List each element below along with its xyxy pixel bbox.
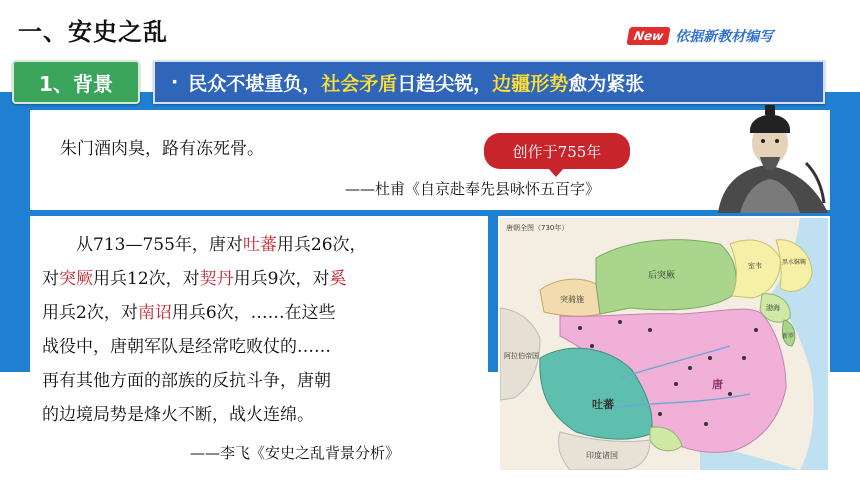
term-nanzhao: 南诏	[137, 303, 172, 323]
quote-line-2: 对突厥用兵12次，对契丹用兵9次，对奚	[42, 269, 347, 289]
du-fu-portrait-image	[710, 103, 834, 213]
tang-map-box	[498, 216, 830, 472]
quote-line-4: 战役中，唐朝军队是经常吃败仗的……	[42, 337, 331, 357]
map-label-tubo: 吐蕃	[592, 398, 614, 411]
map-label-india: 印度诸国	[586, 451, 618, 460]
map-caption: 唐朝全图（730年）	[506, 224, 569, 232]
brand-text: 依据新教材编写	[675, 29, 774, 45]
quote-line-5: 再有其他方面的部族的反抗斗争，唐朝	[42, 371, 331, 391]
map-label-tang: 唐	[712, 378, 723, 391]
page-title: 一、安史之乱	[18, 18, 168, 46]
map-label-tuqi: 突骑施	[560, 295, 584, 304]
brand-logo	[628, 24, 773, 48]
date-callout-badge: 创作于755年	[484, 133, 630, 169]
map-label-heishui: 黑水靺鞨	[782, 259, 807, 266]
section-tag: 1、背景	[12, 60, 140, 104]
poem-line: 朱门酒肉臭，路有冻死骨。	[60, 139, 264, 159]
headline-highlight-2: 边疆形势	[492, 72, 569, 95]
headline-bar	[153, 60, 825, 104]
headline-highlight-1: 社会矛盾	[321, 72, 398, 95]
term-tubo: 吐蕃	[242, 235, 277, 255]
tang-map-image	[500, 218, 828, 470]
quote-line-1: 从713—755年，唐对吐蕃用兵26次，	[76, 235, 367, 255]
new-badge: New	[626, 27, 670, 45]
map-label-tujue: 后突厥	[648, 271, 676, 281]
poem-source: ——杜甫《自京赴奉先县咏怀五百字》	[345, 180, 601, 198]
map-label-abbas: 阿拉伯帝国	[504, 352, 539, 360]
map-label-shiwei: 室韦	[748, 262, 762, 270]
quote-line-3: 用兵2次，对南诏用兵6次，……在这些	[42, 303, 336, 323]
map-label-bohai: 渤海	[766, 304, 780, 312]
term-xi: 奚	[329, 269, 347, 289]
term-tujue: 突厥	[59, 269, 93, 289]
term-qidan: 契丹	[199, 269, 234, 289]
headline-text-1: 民众不堪重负，	[188, 72, 322, 95]
map-label-xinluo: 新罗	[782, 333, 795, 340]
quote-source: ——李飞《安史之乱背景分析》	[190, 444, 401, 462]
headline-text-3: 愈为紧张	[568, 72, 645, 95]
headline-text-2: 日趋尖锐，	[397, 72, 493, 95]
quote-line-6: 的边境局势是烽火不断，战火连绵。	[42, 405, 314, 425]
bullet-icon: ·	[171, 71, 179, 93]
